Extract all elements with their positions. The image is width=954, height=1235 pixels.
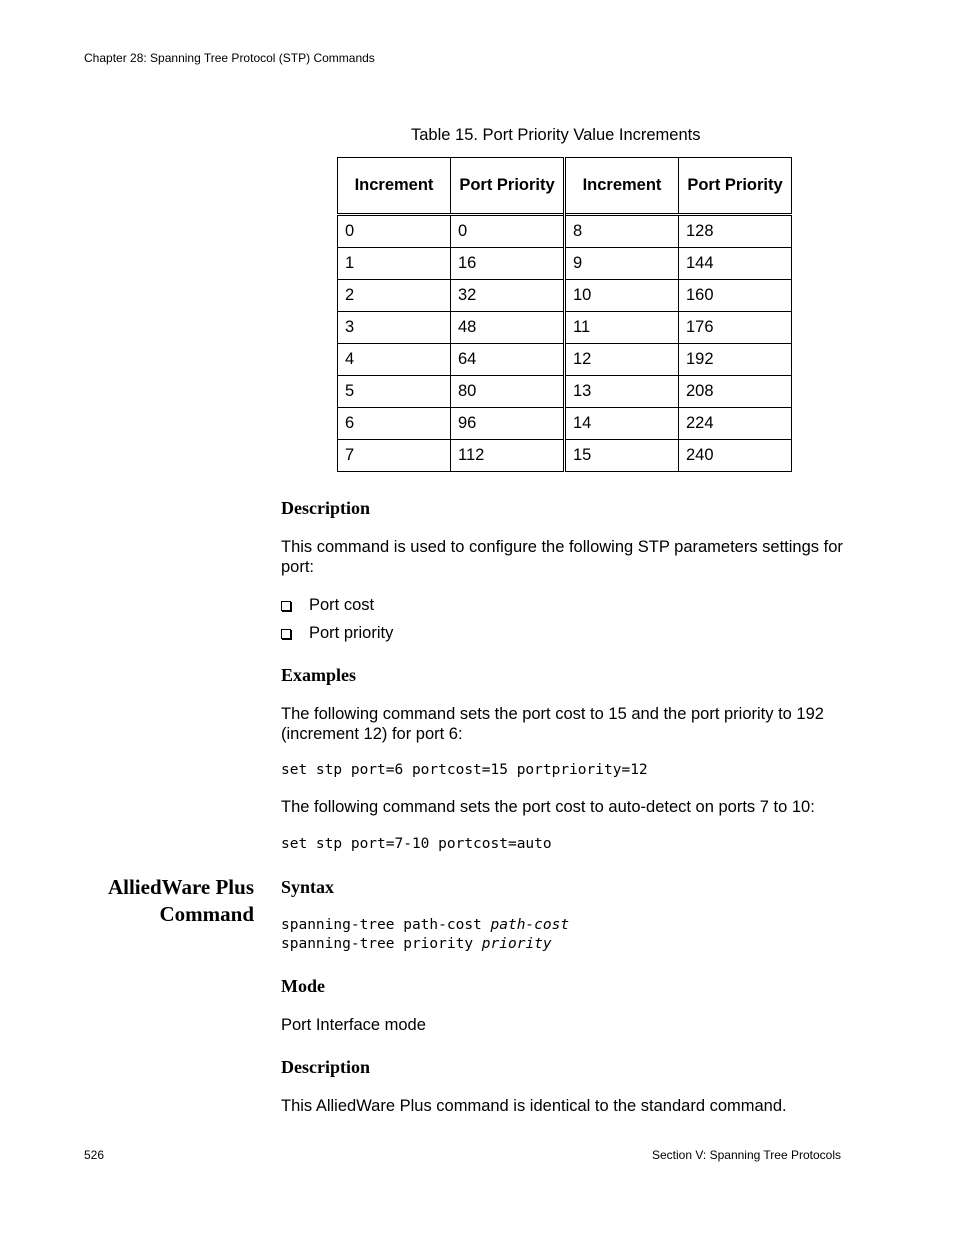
table-cell: 4	[338, 344, 451, 376]
side-title-line: Command	[159, 902, 254, 926]
table-cell: 128	[679, 215, 792, 248]
table-cell: 2	[338, 280, 451, 312]
table-row	[338, 312, 792, 344]
table-row	[338, 215, 792, 248]
checkbox-bullet-icon	[281, 601, 291, 611]
table-cell: 96	[451, 408, 565, 440]
table-cell: 15	[565, 440, 679, 472]
table-cell: 13	[565, 376, 679, 408]
mode-body: Port Interface mode	[281, 1016, 426, 1034]
examples-paragraph-2: The following command sets the port cost to auto-detect on ports 7 to 10:	[281, 798, 815, 816]
table-cell: 240	[679, 440, 792, 472]
list-item-label: Port priority	[309, 624, 394, 642]
checkbox-bullet-icon	[281, 629, 291, 639]
table-row	[338, 440, 792, 472]
table-cell: 8	[565, 215, 679, 248]
table-row	[338, 408, 792, 440]
examples-paragraph-1: The following command sets the port cost to 15 and the port priority to 192 (increment 12) for port 6:	[281, 705, 824, 743]
syntax-line	[281, 916, 569, 935]
table-cell: 144	[679, 248, 792, 280]
description-heading: Description	[281, 498, 370, 518]
syntax-argument: path-cost	[490, 917, 570, 933]
table-cell: 14	[565, 408, 679, 440]
table-cell: 0	[338, 215, 451, 248]
table-cell: 112	[451, 440, 565, 472]
table-cell: 10	[565, 280, 679, 312]
side-title-line: AlliedWare Plus	[107, 875, 254, 899]
table-row	[338, 248, 792, 280]
table-row	[338, 376, 792, 408]
table-cell: 5	[338, 376, 451, 408]
syntax-argument: priority	[481, 936, 552, 952]
table-cell: 64	[451, 344, 565, 376]
column-header: Increment	[338, 158, 451, 215]
table-cell: 3	[338, 312, 451, 344]
code-example-1: set stp port=6 portcost=15 portpriority=12	[281, 762, 648, 778]
mode-heading: Mode	[281, 976, 325, 996]
table-cell: 11	[565, 312, 679, 344]
table-cell: 1	[338, 248, 451, 280]
syntax-command: spanning-tree path-cost	[281, 917, 491, 933]
table-cell: 12	[565, 344, 679, 376]
table-cell: 80	[451, 376, 565, 408]
table-cell: 208	[679, 376, 792, 408]
syntax-line	[281, 935, 552, 954]
table-cell: 48	[451, 312, 565, 344]
syntax-heading: Syntax	[281, 877, 335, 897]
column-header: Increment	[565, 158, 679, 215]
list-item-label: Port cost	[309, 596, 375, 614]
table-cell: 9	[565, 248, 679, 280]
table-cell: 192	[679, 344, 792, 376]
table-cell: 16	[451, 248, 565, 280]
table-cell: 0	[451, 215, 565, 248]
examples-heading: Examples	[281, 665, 357, 685]
description-body: This command is used to configure the following STP parameters settings for port:	[281, 538, 843, 576]
port-priority-table	[337, 157, 792, 472]
table-row	[338, 344, 792, 376]
aw-description-heading: Description	[281, 1057, 370, 1077]
code-example-2: set stp port=7-10 portcost=auto	[281, 836, 552, 852]
table-row	[338, 280, 792, 312]
table-cell: 160	[679, 280, 792, 312]
table-header-row	[338, 158, 792, 215]
running-footer: Section V: Spanning Tree Protocols	[652, 1148, 841, 1162]
column-header: Port Priority	[451, 158, 565, 215]
column-header: Port Priority	[679, 158, 792, 215]
table-cell: 224	[679, 408, 792, 440]
aw-description-body: This AlliedWare Plus command is identical to the standard command.	[281, 1097, 787, 1115]
table-cell: 7	[338, 440, 451, 472]
page-number: 526	[84, 1148, 105, 1162]
section-side-title	[60, 874, 254, 928]
syntax-command: spanning-tree priority	[281, 936, 482, 952]
running-header: Chapter 28: Spanning Tree Protocol (STP) Commands	[84, 51, 375, 65]
table-caption: Table 15. Port Priority Value Increments	[411, 126, 701, 144]
table-cell: 6	[338, 408, 451, 440]
table-cell: 32	[451, 280, 565, 312]
table-cell: 176	[679, 312, 792, 344]
